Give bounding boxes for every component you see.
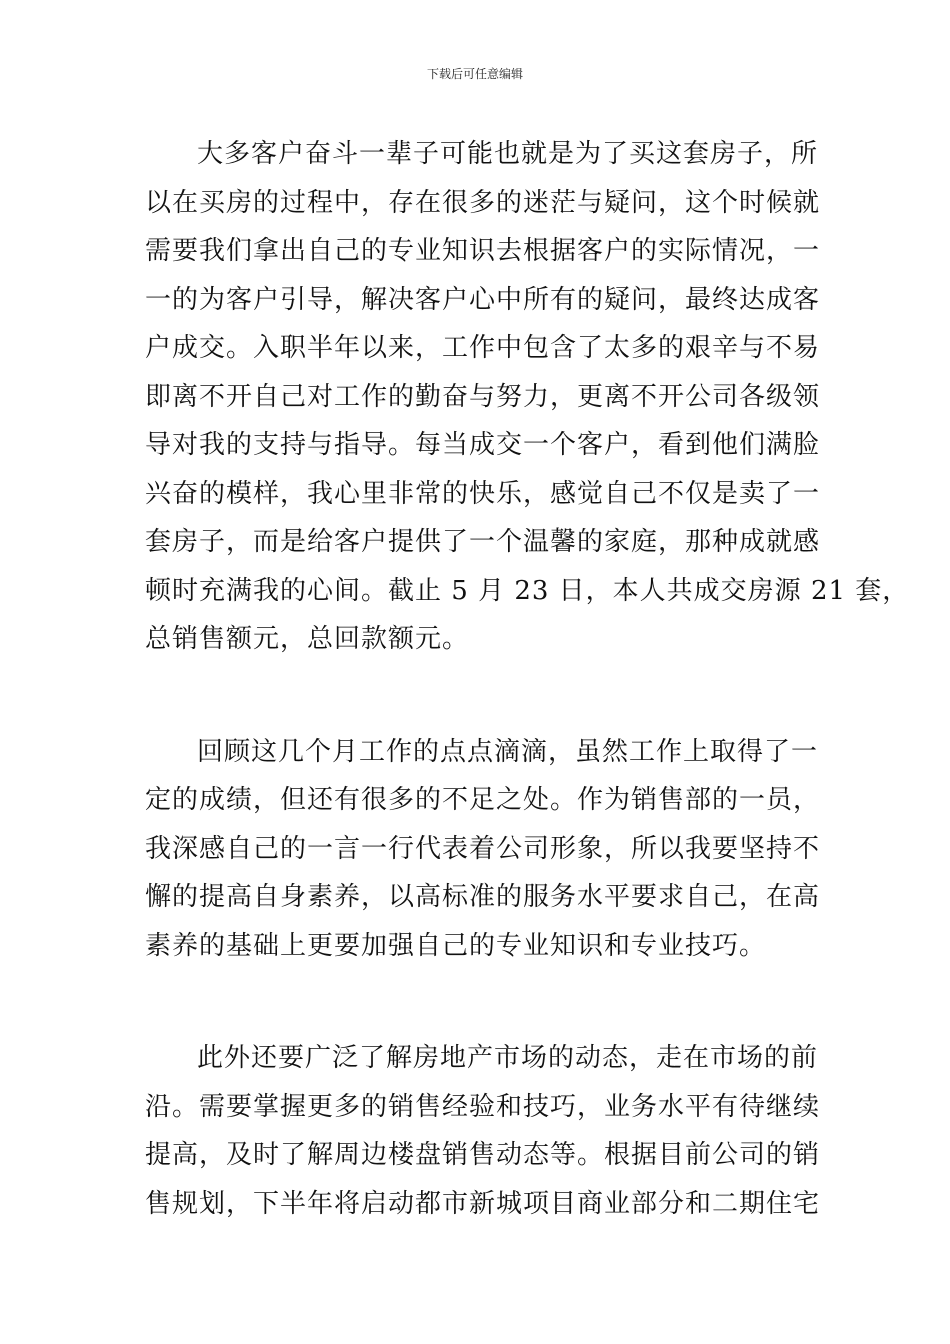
text-line: 套房子，而是给客户提供了一个温馨的家庭，那种成就感 xyxy=(145,527,821,557)
text-line: 懈的提高自身素养，以高标准的服务水平要求自己，在高 xyxy=(145,882,821,912)
text-line: 一的为客户引导，解决客户心中所有的疑问，最终达成客 xyxy=(145,284,821,315)
text-line: 我深感自己的一言一行代表着公司形象，所以我要坚持不 xyxy=(145,833,821,864)
text-line: 即离不开自己对工作的勤奋与努力，更离不开公司各级领 xyxy=(145,381,821,412)
text-line: 定的成绩，但还有很多的不足之处。作为销售部的一员， xyxy=(145,785,821,815)
text-line: 户成交。入职半年以来，工作中包含了太多的艰辛与不易 xyxy=(145,333,821,363)
text-line: 此外还要广泛了解房地产市场的动态，走在市场的前 xyxy=(197,1043,819,1073)
paragraph-3 xyxy=(145,1034,821,1228)
text-line: 兴奋的模样，我心里非常的快乐，感觉自己不仅是卖了一 xyxy=(145,478,821,509)
text-line: 顿时充满我的心间。截止 5 月 23 日，本人共成交房源 21 套， xyxy=(145,575,910,606)
text-line: 导对我的支持与指导。每当成交一个客户，看到他们满脸 xyxy=(145,430,821,460)
text-line: 需要我们拿出自己的专业知识去根据客户的实际情况，一 xyxy=(145,236,821,266)
text-line: 售规划，下半年将启动都市新城项目商业部分和二期住宅 xyxy=(145,1188,821,1219)
paragraph-2 xyxy=(145,728,821,971)
header-note: 下载后可任意编辑 xyxy=(426,67,523,81)
text-line: 大多客户奋斗一辈子可能也就是为了买这套房子，所 xyxy=(197,139,819,169)
body-text xyxy=(145,130,910,1292)
text-line: 总销售额元，总回款额元。 xyxy=(145,624,470,654)
text-line: 素养的基础上更要加强自己的专业知识和专业技巧。 xyxy=(145,930,767,961)
text-line: 以在买房的过程中，存在很多的迷茫与疑问，这个时候就 xyxy=(145,187,821,218)
text-line: 提高，及时了解周边楼盘销售动态等。根据目前公司的销 xyxy=(145,1140,821,1170)
paragraph-1 xyxy=(145,130,910,664)
text-line: 回顾这几个月工作的点点滴滴，虽然工作上取得了一 xyxy=(197,736,819,767)
text-line: 沿。需要掌握更多的销售经验和技巧，业务水平有待继续 xyxy=(145,1091,821,1122)
